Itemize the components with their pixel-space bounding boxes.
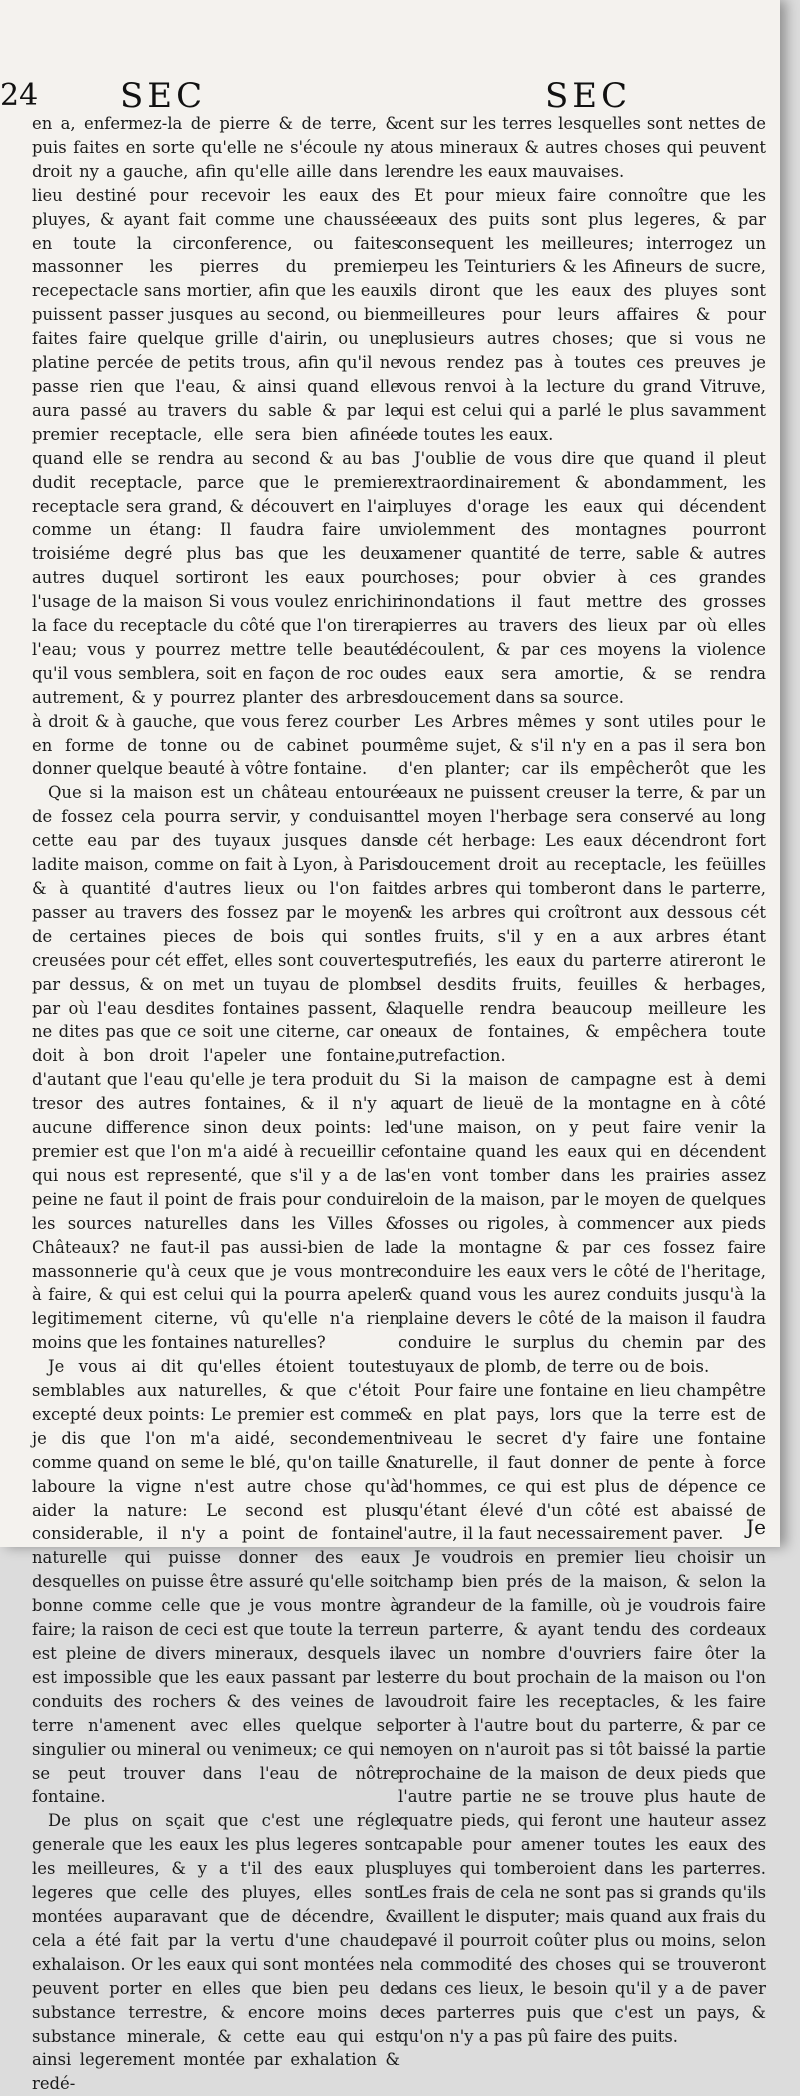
paragraph: Les Arbres mêmes y sont utiles pour le même sujet, & s'il n'y en a pas il sera bon d'en planter; car ils empêcherôt que les eaux ne puissent creuser la terre, & par un tel moyen l'herbage sera conservé au long de cét herbage: Les eaux décendront fort doucement droit au receptacle, les feüilles des arbres qui tomberont dans le parterre, & les arbres qui croîtront aux dessous cét les fruits, s'il y en a aux arbres étant putrefiés, les eaux du parterre atireront le sel desdits fruits, feuilles & herbages, laquelle rendra beaucoup meilleure les eaux de fontaines, & empêchera toute putrefaction. — [398, 711, 766, 1066]
page-number: 24 — [0, 78, 39, 113]
paragraph: Que si la maison est un château entouré de fossez cela pourra servir, y conduisant cette eau par des tuyaux jusques dans ladite maison, comme on fait à Lyon, à Paris & à quantité d'autres lieux ou l'on fait passer au travers des fossez par le moyen de certaines pieces de bois qui sont creusées pour cét effet, elles sont couvertes par dessus, & on met un tuyau de plomb par où l'eau desdites fontaines passent, & ne dites pas que ce soit une citerne, car on doit à bon droit l'apeler une fontaine, d'autant que l'eau qu'elle je tera produit du tresor des autres fontaines, & il n'y a aucune difference sinon deux points: le premier est que l'on m'a aidé à recueillir ce qui nous est representé, que s'il y a de la peine ne faut il point de frais pour conduire les sources naturelles dans les Villes & Châteaux? ne faut-il pas aussi-bien de la massonnerie qu'à ceux que je vous montre à faire, & qui est celui qui la pourra apeler legitimement citerne, vû qu'elle n'a rien moins que les fontaines naturelles? — [32, 783, 400, 1353]
paragraph: Si la maison de campagne est à demi quart de lieuë de la montagne en à côté d'une maison, on y peut faire venir la fontaine quand les eaux qui en décendent s'en vont tomber dans les prairies assez loin de la maison, par le moyen de quelques fosses ou rigoles, à commencer aux pieds de la montagne & par ces fossez faire conduire les eaux vers le côté de l'heritage, & quand vous les aurez conduits jusqu'à la plaine devers le côté de la maison il faudra conduire le surplus du chemin par des tuyaux de plomb, de terre ou de bois. — [398, 1070, 766, 1377]
paragraph: Et pour mieux faire connoître que les eaux des puits sont plus legeres, & par consequent les meilleures; interrogez un peu les Teinturiers & les Afineurs de sucre, ils diront que les eaux des pluyes sont meilleures pour leurs affaires & pour plusieurs autres choses; que si vous ne vous rendez pas à toutes ces preuves je vous renvoi à la lecture du grand Vitruve, qui est celui qui a parlé le plus savamment de toutes les eaux. — [398, 185, 766, 444]
paragraph: Je vous ai dit qu'elles étoient toutes semblables aux naturelles, & que c'étoit excepté deux points: Le premier est comme je dis que l'on m'a aidé, secondement comme quand on seme le blé, qu'on taille & laboure la vigne n'est autre chose qu'à aider la nature: Le second est plus considerable, il n'y a point de fontaine naturelle qui puisse donner des eaux desquelles on puisse être assuré qu'elle soit bonne comme celle que je vous montre à faire; la raison de ceci est que toute la terre est pleine de divers mineraux, desquels il est impossible que les eaux passant par les conduits des rochers & des veines de la terre n'amenent avec elles quelque sel singulier ou mineral ou venimeux; ce qui ne se peut trouver dans l'eau de nôtre fontaine. — [32, 1357, 400, 1807]
left-column — [32, 112, 400, 2094]
paragraph: J'oublie de vous dire que quand il pleut extraordinairement & abondamment, les pluyes d'orage les eaux qui décendent violemment des montagnes pourront amener quantité de terre, sable & autres choses; pour obvier à ces grandes inondations il faut mettre des grosses pierres au travers des lieux par où elles découlent, & par ces moyens la violence des eaux sera amortie, & se rendra doucement dans sa source. — [398, 448, 766, 707]
paragraph: en a, enfermez-la de pierre & de terre, & puis faites en sorte qu'elle ne s'écoule ny a droit ny a gauche, afin qu'elle aille dans le lieu destiné pour recevoir les eaux des pluyes, & ayant fait comme une chaussée en toute la circonference, ou faites massonner les pierres du premier recepectacle sans mortier, afin que les eaux puissent passer jusques au second, ou bien faites faire quelque grille d'airin, ou une platine percée de petits trous, afin qu'il ne passe rien que l'eau, & ainsi quand elle aura passé au travers du sable & par le premier receptacle, elle sera bien afinée quand elle se rendra au second & au bas dudit receptacle, parce que le premier receptacle sera grand, & découvert en l'air comme un étang: Il faudra faire un troisiéme degré plus bas que les deux autres duquel sortiront les eaux pour l'usage de la maison Si vous voulez enrichir la face du receptacle du côté que l'on tirera l'eau; vous y pourrez mettre telle beauté qu'il vous semblera, soit en façon de roc ou autrement, & y pourrez planter des arbres à droit & à gauche, que vous ferez courber en forme de tonne ou de cabinet pour donner quelque beauté à vôtre fontaine. — [32, 114, 400, 779]
paragraph: Je voudrois en premier lieu choisir un champ bien prés de la maison, & selon la grandeur de la famille, où je voudrois faire un parterre, & ayant tendu des cordeaux avec un nombre d'ouvriers faire ôter la terre du bout prochain de la maison ou l'on voudroit faire les receptacles, & les faire porter à l'autre bout du parterre, & par ce moyen on n'auroit pas si tôt baissé la partie prochaine de la maison de deux pieds que l'autre partie ne se trouve plus haute de quatre pieds, qui feront une hauteur assez capable pour amener toutes les eaux des pluyes qui tomberoient dans les parterres. Les frais de cela ne sont pas si grands qu'ils vaillent le disputer; mais quand aux frais du pavé il pourroit coûter plus ou moins, selon la commodité des choses qui se trouveront dans ces lieux, le besoin qu'il y a de paver ces parterres puis que c'est un pays, & qu'on n'y a pas pû faire des puits. — [398, 1548, 766, 2046]
running-head-left: SEC — [120, 76, 207, 116]
paragraph: De plus on sçait que c'est une régle generale que les eaux les plus legeres sont les meilleures, & y a t'il des eaux plus legeres que celle des pluyes, elles sont montées auparavant que de décendre, & cela a été fait par la vertu d'une chaude exhalaison. Or les eaux qui sont montées ne peuvent porter en elles que bien peu de substance terrestre, & encore moins de substance minerale, & cette eau qui est ainsi legerement montée par exhalation & redé- — [32, 1811, 400, 2094]
right-column — [398, 112, 766, 2046]
paragraph: Pour faire une fontaine en lieu champêtre & en plat pays, lors que la terre est de niveau le secret d'y faire une fontaine naturelle, il faut donner de pente à force d'hommes, ce qui est plus de dépence ce qu'étant élevé d'un côté est abaissé de l'autre, il la faut necessairement paver. — [398, 1381, 766, 1544]
running-head-right: SEC — [545, 76, 632, 116]
paragraph: cent sur les terres lesquelles sont nettes de tous mineraux & autres choses qui peuvent rendre les eaux mauvaises. — [398, 114, 766, 181]
catchword: Je — [746, 1515, 766, 1539]
